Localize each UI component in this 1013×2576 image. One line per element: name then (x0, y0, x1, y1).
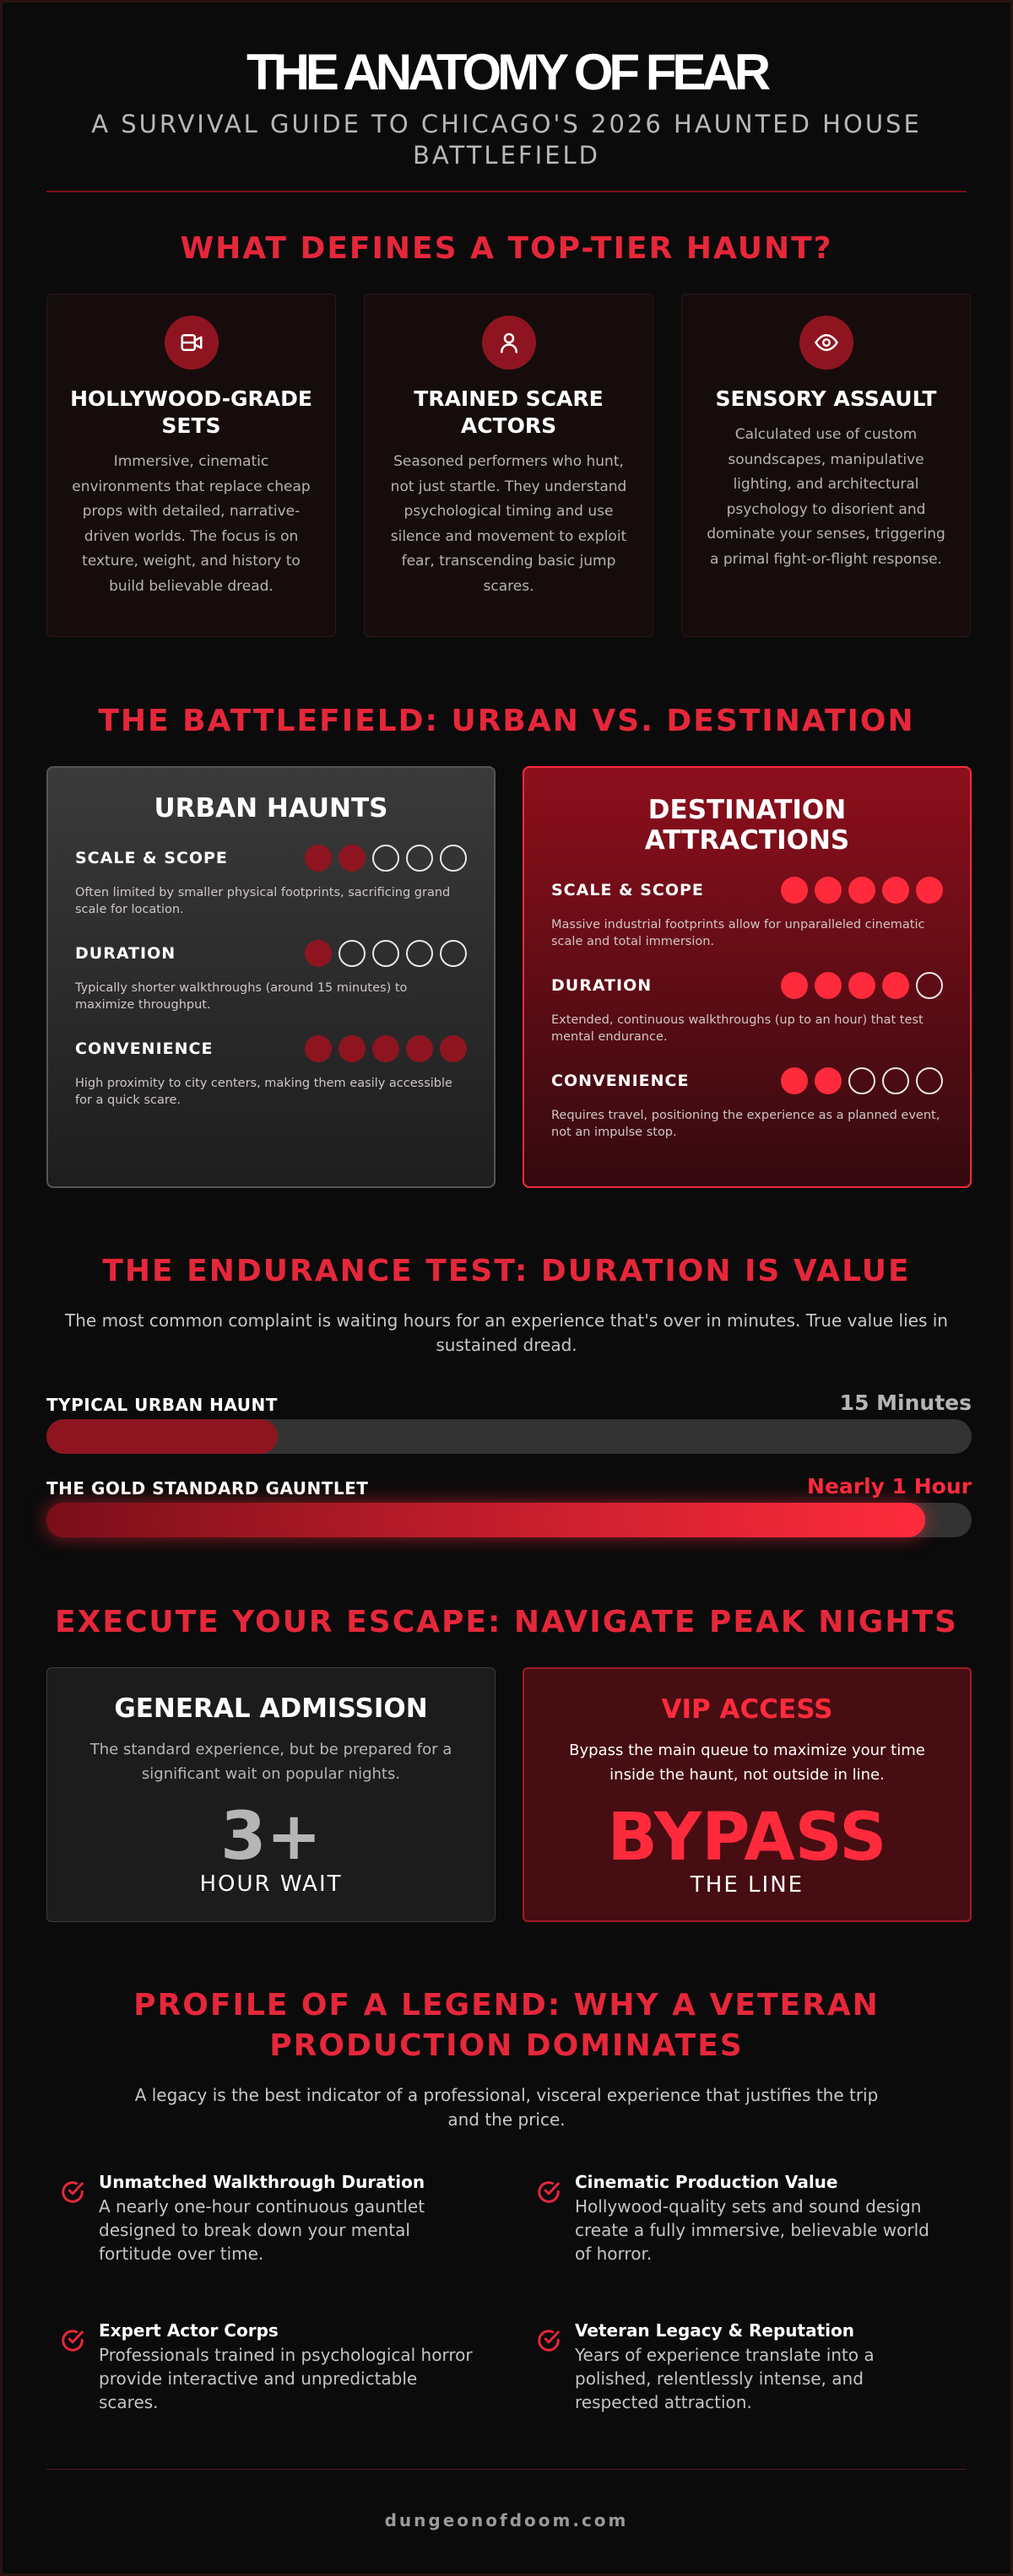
legend-feature-duration (60, 2171, 474, 2265)
metric-convenience (551, 1067, 943, 1141)
rating-dots (781, 1067, 943, 1094)
feature-card-text: Immersive, cinematic environments that replace cheap props with detailed, narrative-driven worlds. The focus is on texture, weight, and history to build believable dread. (72, 453, 311, 595)
vip-access-card (523, 1667, 972, 1922)
icon-badge (482, 316, 536, 370)
rating-dot-empty (372, 940, 399, 967)
check-circle-icon (60, 2328, 85, 2353)
legend-feature-actors (60, 2319, 474, 2414)
metric-description: Often limited by smaller physical footprints, sacrificing grand scale for location. (75, 886, 451, 916)
rating-dots (781, 877, 943, 904)
feature-card-sensory (681, 294, 971, 637)
feature-title: Expert Actor Corps (99, 2320, 279, 2341)
rating-dot-filled (781, 877, 808, 904)
rating-dots (305, 845, 467, 872)
rating-dot-filled (882, 972, 909, 999)
check-circle-icon (536, 2328, 561, 2353)
metric-scale (551, 877, 943, 950)
rating-dot-filled (815, 1067, 842, 1094)
rating-dot-empty (916, 972, 943, 999)
rating-dot-filled (848, 877, 875, 904)
bar-value: Nearly 1 Hour (807, 1474, 972, 1499)
bar-value: 15 Minutes (839, 1391, 972, 1415)
feature-card-actors (364, 294, 653, 637)
feature-card-title: TRAINED SCARE ACTORS (414, 386, 604, 438)
progress-track (46, 1503, 972, 1537)
metric-duration (75, 940, 467, 1013)
rating-dot-filled (305, 940, 332, 967)
check-circle-icon (60, 2179, 85, 2205)
comparison-card-title: URBAN HAUNTS (154, 793, 388, 824)
feature-title: Unmatched Walkthrough Duration (99, 2172, 425, 2192)
bypass-headline: BYPASS (607, 1800, 887, 1876)
feature-card-title: SENSORY ASSAULT (715, 386, 937, 411)
rating-dot-filled (305, 845, 332, 872)
metric-list (75, 845, 467, 1109)
legend-feature-production (536, 2171, 950, 2265)
rating-dot-empty (339, 940, 366, 967)
metric-convenience (75, 1035, 467, 1109)
destination-attractions-card (523, 766, 972, 1188)
rating-dot-filled (848, 972, 875, 999)
endurance-intro: The most common complaint is waiting hours for an experience that's over in minutes. True value lies in sustained dread. (65, 1310, 948, 1355)
feature-title: Cinematic Production Value (575, 2172, 838, 2192)
header-divider (46, 191, 967, 192)
feature-text: A nearly one-hour continuous gauntlet designed to break down your mental fortitude over time. (99, 2196, 425, 2264)
rating-dot-empty (848, 1067, 875, 1094)
rating-dots (305, 940, 467, 967)
footer-site-link[interactable]: dungeonofdoom.com (384, 2510, 629, 2530)
footer-divider (46, 2469, 967, 2470)
metric-description: Requires travel, positioning the experience as a planned event, not an impulse stop. (551, 1109, 940, 1139)
progress-track (46, 1419, 972, 1454)
ticket-card-text: The standard experience, but be prepared for a significant wait on popular nights. (89, 1741, 452, 1783)
bar-label: THE GOLD STANDARD GAUNTLET (46, 1478, 369, 1499)
metric-label: CONVENIENCE (551, 1072, 690, 1090)
icon-badge (799, 316, 853, 370)
feature-title: Veteran Legacy & Reputation (575, 2320, 854, 2341)
feature-card-text: Seasoned performers who hunt, not just startle. They understand psychological timing and use silence and movement to exploit fear, transcending basic jump scares. (390, 453, 627, 595)
comparison-card-title: DESTINATION ATTRACTIONS (644, 795, 850, 856)
rating-dot-empty (406, 845, 433, 872)
rating-dot-empty (406, 940, 433, 967)
metric-label: SCALE & SCOPE (75, 849, 228, 867)
camera-icon (179, 330, 204, 355)
duration-bar-urban (46, 1390, 972, 1454)
legend-intro: A legacy is the best indicator of a professional, visceral experience that justifies the trip and the price. (134, 2085, 879, 2130)
metric-label: SCALE & SCOPE (551, 881, 704, 899)
metric-label: CONVENIENCE (75, 1040, 214, 1058)
section-title-escape: EXECUTE YOUR ESCAPE: NAVIGATE PEAK NIGHTS (55, 1605, 958, 1639)
feature-text: Professionals trained in psychological horror provide interactive and unpredictable scares. (99, 2345, 473, 2412)
wait-time-number: 3+ (220, 1799, 322, 1875)
feature-card-title: HOLLYWOOD-GRADE SETS (70, 386, 312, 438)
page-subtitle: A SURVIVAL GUIDE TO CHICAGO'S 2026 HAUNTED HOUSE BATTLEFIELD (91, 110, 922, 170)
bypass-label: THE LINE (690, 1872, 804, 1898)
general-admission-card (46, 1667, 496, 1922)
duration-bar-gauntlet (46, 1473, 972, 1537)
legend-feature-legacy (536, 2319, 950, 2414)
urban-haunts-card (46, 766, 496, 1188)
section-title-endurance: THE ENDURANCE TEST: DURATION IS VALUE (102, 1254, 911, 1288)
rating-dot-filled (440, 1035, 467, 1062)
wait-time-label: HOUR WAIT (199, 1871, 343, 1897)
metric-description: High proximity to city centers, making them easily accessible for a quick scare. (75, 1077, 452, 1107)
page-title: THE ANATOMY OF FEAR (246, 44, 767, 100)
metric-description: Massive industrial footprints allow for unparalleled cinematic scale and total immersion. (551, 918, 925, 948)
rating-dot-empty (882, 1067, 909, 1094)
progress-fill (46, 1419, 278, 1454)
rating-dot-empty (372, 845, 399, 872)
check-circle-icon (536, 2179, 561, 2205)
rating-dot-filled (781, 972, 808, 999)
metric-label: DURATION (551, 976, 653, 995)
rating-dot-empty (916, 1067, 943, 1094)
rating-dot-filled (339, 845, 366, 872)
metric-description: Typically shorter walkthroughs (around 15 minutes) to maximize throughput. (75, 981, 408, 1012)
metric-scale (75, 845, 467, 918)
rating-dot-filled (815, 972, 842, 999)
rating-dot-filled (372, 1035, 399, 1062)
rating-dot-filled (815, 877, 842, 904)
rating-dots (305, 1035, 467, 1062)
user-icon (496, 330, 522, 355)
rating-dot-filled (305, 1035, 332, 1062)
rating-dot-empty (440, 940, 467, 967)
rating-dot-filled (339, 1035, 366, 1062)
bar-label: TYPICAL URBAN HAUNT (46, 1395, 278, 1415)
header (46, 45, 967, 171)
rating-dot-filled (882, 877, 909, 904)
metric-description: Extended, continuous walkthroughs (up to an hour) that test mental endurance. (551, 1013, 924, 1044)
feature-card-sets (46, 294, 336, 637)
ticket-card-text: Bypass the main queue to maximize your time inside the haunt, not outside in line. (569, 1742, 925, 1784)
eye-icon (814, 330, 839, 355)
metric-label: DURATION (75, 944, 176, 963)
feature-card-text: Calculated use of custom soundscapes, manipulative lighting, and architectural psychology to disorient and dominate your senses, triggering a primal fight-or-flight response. (707, 426, 945, 568)
section-title-legend: PROFILE OF A LEGEND: WHY A VETERAN PRODUCTION DOMINATES (133, 1988, 880, 2063)
progress-fill (46, 1503, 925, 1537)
metric-duration (551, 972, 943, 1045)
ticket-card-title: GENERAL ADMISSION (114, 1693, 428, 1724)
rating-dot-filled (916, 877, 943, 904)
metric-list (551, 877, 943, 1141)
icon-badge (165, 316, 219, 370)
section-title-top-tier: WHAT DEFINES A TOP-TIER HAUNT? (180, 231, 833, 266)
rating-dot-filled (406, 1035, 433, 1062)
section-title-battlefield: THE BATTLEFIELD: URBAN VS. DESTINATION (98, 704, 915, 738)
rating-dots (781, 972, 943, 999)
rating-dot-filled (781, 1067, 808, 1094)
ticket-card-title: VIP ACCESS (661, 1694, 833, 1725)
feature-text: Hollywood-quality sets and sound design create a fully immersive, believable world of horror. (575, 2196, 929, 2264)
rating-dot-empty (440, 845, 467, 872)
feature-text: Years of experience translate into a polished, relentlessly intense, and respected attraction. (575, 2345, 875, 2412)
